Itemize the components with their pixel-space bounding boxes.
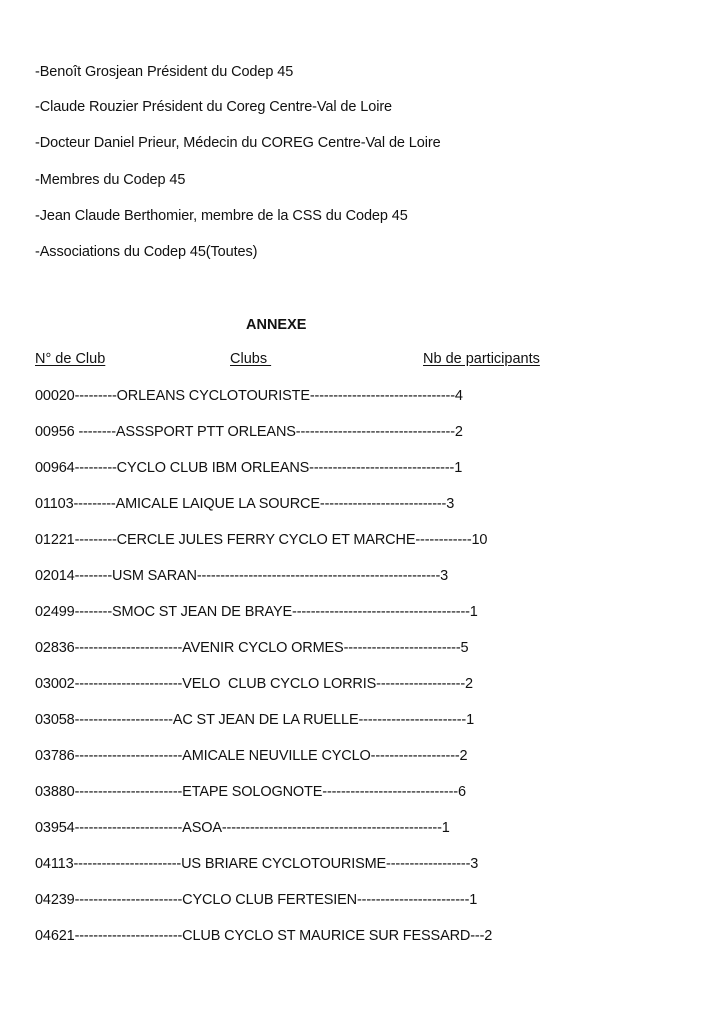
club-row: 01103---------AMICALE LAIQUE LA SOURCE---------------------------3 bbox=[35, 496, 455, 512]
club-row: 00964---------CYCLO CLUB IBM ORLEANS-------------------------------1 bbox=[35, 460, 463, 476]
header-participants: Nb de participants bbox=[423, 351, 540, 367]
club-row: 02836-----------------------AVENIR CYCLO ORMES-------------------------5 bbox=[35, 640, 469, 656]
club-row: 02014--------USM SARAN----------------------------------------------------3 bbox=[35, 568, 449, 584]
club-row: 03058---------------------AC ST JEAN DE LA RUELLE-----------------------1 bbox=[35, 712, 475, 728]
recipient-line: -Docteur Daniel Prieur, Médecin du COREG Centre-Val de Loire bbox=[35, 135, 441, 151]
club-row: 04113-----------------------US BRIARE CYCLOTOURISME------------------3 bbox=[35, 856, 479, 872]
recipient-line: -Associations du Codep 45(Toutes) bbox=[35, 244, 258, 260]
club-row: 01221---------CERCLE JULES FERRY CYCLO ET MARCHE------------10 bbox=[35, 532, 488, 548]
club-row: 03786-----------------------AMICALE NEUVILLE CYCLO-------------------2 bbox=[35, 748, 468, 764]
club-row: 04239-----------------------CYCLO CLUB FERTESIEN------------------------1 bbox=[35, 892, 478, 908]
recipient-line: -Benoît Grosjean Président du Codep 45 bbox=[35, 64, 294, 80]
club-row: 04621-----------------------CLUB CYCLO ST MAURICE SUR FESSARD---2 bbox=[35, 928, 493, 944]
recipient-line: -Claude Rouzier Président du Coreg Centre-Val de Loire bbox=[35, 99, 393, 115]
club-row: 03002-----------------------VELO CLUB CYCLO LORRIS-------------------2 bbox=[35, 676, 473, 692]
annexe-title: ANNEXE bbox=[246, 317, 307, 333]
club-row: 00020---------ORLEANS CYCLOTOURISTE-------------------------------4 bbox=[35, 388, 463, 404]
club-row: 03954-----------------------ASOA-----------------------------------------------1 bbox=[35, 820, 450, 836]
header-clubs: Clubs bbox=[230, 351, 272, 367]
club-row: 00956 --------ASSSPORT PTT ORLEANS----------------------------------2 bbox=[35, 424, 463, 440]
recipient-line: -Jean Claude Berthomier, membre de la CSS du Codep 45 bbox=[35, 208, 408, 224]
club-row: 02499--------SMOC ST JEAN DE BRAYE--------------------------------------1 bbox=[35, 604, 478, 620]
recipient-line: -Membres du Codep 45 bbox=[35, 172, 186, 188]
header-club-number: N° de Club bbox=[35, 351, 106, 367]
club-row: 03880-----------------------ETAPE SOLOGNOTE-----------------------------6 bbox=[35, 784, 466, 800]
